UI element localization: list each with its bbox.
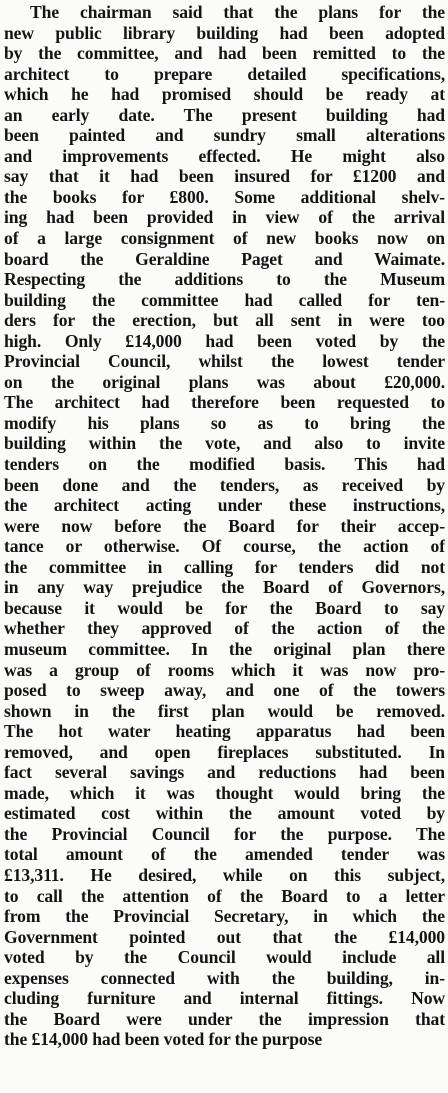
text-line: cluding furniture and internal fittings. Now: [4, 988, 445, 1009]
text-line: an early date. The present building had: [4, 104, 445, 125]
text-line: from the Provincial Secretary, in which the: [4, 906, 445, 927]
text-line: The architect had therefore been requested to: [4, 392, 445, 413]
text-line: which he had promised should be ready at: [4, 84, 445, 105]
text-line: because it would be for the Board to say: [4, 597, 445, 618]
text-line: building the committee had called for ten-: [4, 289, 445, 310]
text-line: of a large consignment of new books now on: [4, 228, 445, 249]
text-line: museum committee. In the original plan there: [4, 638, 445, 659]
text-line: voted by the Council would include all: [4, 947, 445, 968]
text-line: posed to sweep away, and one of the towers: [4, 680, 445, 701]
text-line: £13,311. He desired, while on this subject,: [4, 864, 445, 885]
text-line: ing had been provided in view of the arrival: [4, 207, 445, 228]
text-line: the £14,000 had been voted for the purpose: [4, 1029, 323, 1050]
text-line: in any way prejudice the Board of Governors,: [4, 577, 445, 598]
article-text: [4, 2, 445, 1050]
text-line: the Provincial Council for the purpose. The: [4, 823, 445, 844]
text-line: Provincial Council, whilst the lowest tender: [4, 351, 445, 372]
text-line: been painted and sundry small alterations: [4, 125, 445, 146]
text-line: ders for the erection, but all sent in were too: [4, 310, 445, 331]
text-line: The chairman said that the plans for the: [30, 2, 445, 22]
text-line: tenders on the modified basis. This had: [4, 454, 445, 475]
text-line: total amount of the amended tender was: [4, 844, 445, 865]
text-line: modify his plans so as to bring the: [4, 412, 445, 433]
text-line: were now before the Board for their accep-: [4, 515, 445, 536]
text-line: board the Geraldine Paget and Waimate.: [4, 248, 445, 269]
text-line: say that it had been insured for £1200 and: [4, 166, 445, 187]
text-line: The hot water heating apparatus had been: [4, 721, 445, 742]
text-line: the committee in calling for tenders did not: [4, 556, 445, 577]
text-line: tance or otherwise. Of course, the action of: [4, 536, 445, 557]
text-line: removed, and open fireplaces substituted. In: [4, 741, 445, 762]
text-line: was a group of rooms which it was now pro-: [4, 659, 445, 680]
text-line: on the original plans was about £20,000.: [4, 371, 445, 392]
text-line: new public library building had been adopted: [4, 22, 445, 43]
text-line: to call the attention of the Board to a letter: [4, 885, 445, 906]
text-line: Government pointed out that the £14,000: [4, 926, 445, 947]
text-line: the Board were under the impression that: [4, 1008, 445, 1029]
text-line: and improvements effected. He might also: [4, 145, 445, 166]
text-line: the architect acting under these instructions,: [4, 495, 445, 516]
text-line: been done and the tenders, as received by: [4, 474, 445, 495]
text-line: fact several savings and reductions had been: [4, 762, 445, 783]
text-line: Respecting the additions to the Museum: [4, 269, 445, 290]
text-line: high. Only £14,000 had been voted by the: [4, 330, 445, 351]
text-line: estimated cost within the amount voted by: [4, 803, 445, 824]
text-line: whether they approved of the action of the: [4, 618, 445, 639]
text-line: by the committee, and had been remitted to the: [4, 43, 445, 64]
text-line: architect to prepare detailed specifications,: [4, 63, 445, 84]
text-line: the books for £800. Some additional shelv-: [4, 186, 445, 207]
text-line: expenses connected with the building, in-: [4, 967, 445, 988]
text-line: shown in the first plan would be removed.: [4, 700, 445, 721]
text-line: building within the vote, and also to invite: [4, 433, 445, 454]
text-line: made, which it was thought would bring the: [4, 782, 445, 803]
